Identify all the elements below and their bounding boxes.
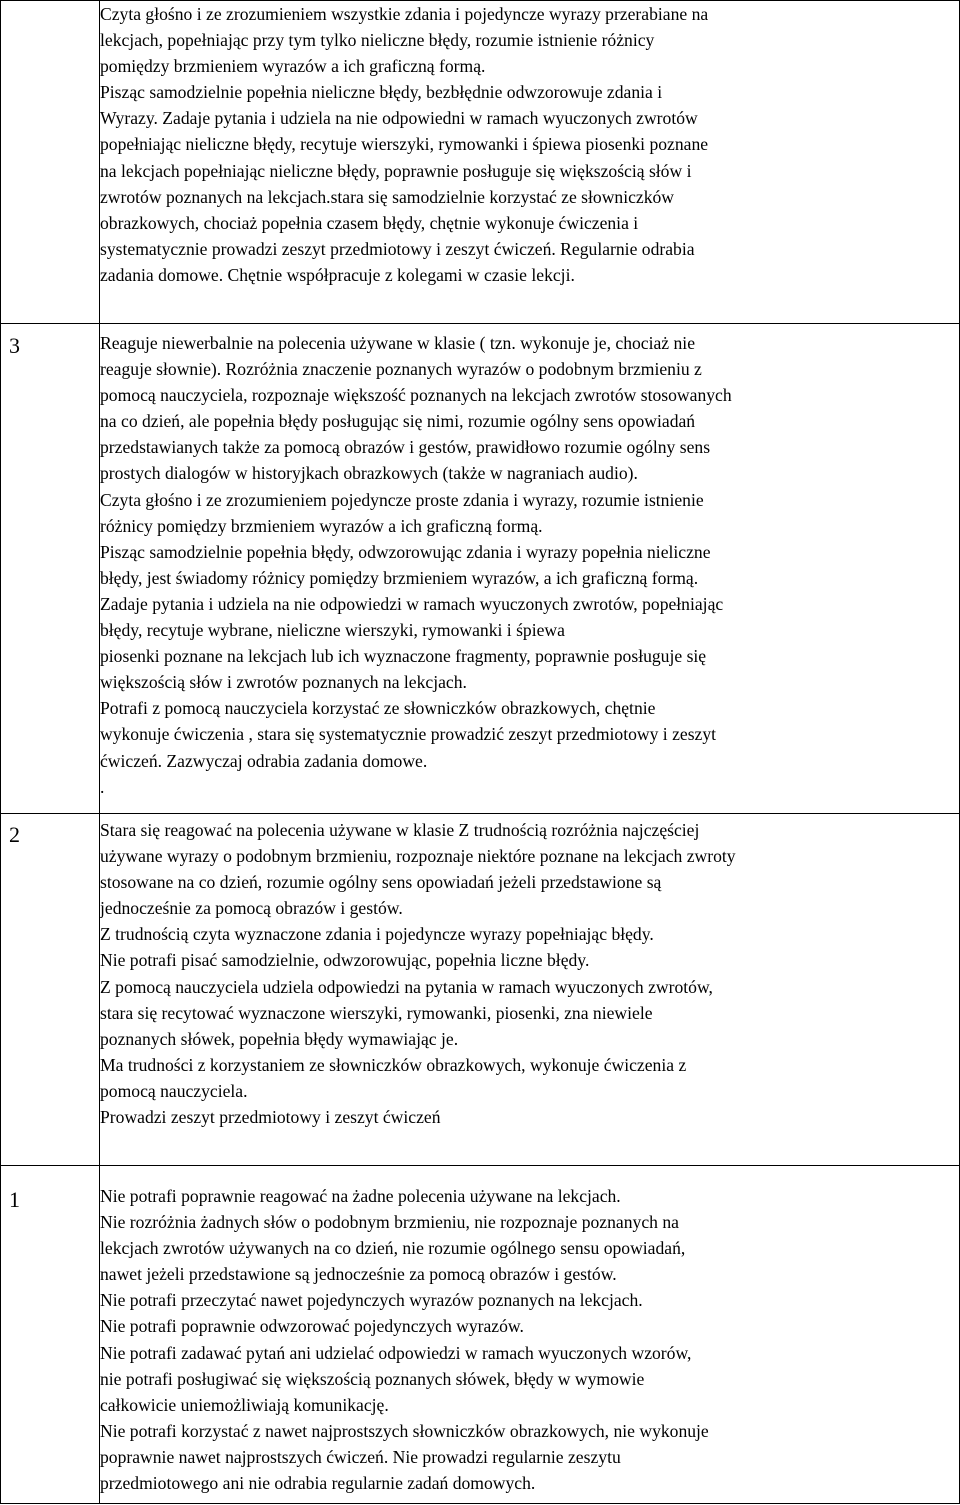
description-line: zadania domowe. Chętnie współpracuje z kolegami w czasie lekcji.: [100, 264, 575, 285]
description-line: błędy, jest świadomy różnicy pomiędzy brzmieniem wyrazów, a ich graficzną formą.: [100, 567, 699, 588]
description-line: Nie potrafi zadawać pytań ani udzielać odpowiedzi w ramach wyuczonych wzorów,: [100, 1342, 692, 1363]
description-line: pomiędzy brzmieniem wyrazów a ich graficzną formą.: [100, 56, 486, 77]
table-body: [1, 1, 960, 1504]
table-row: [1, 814, 960, 1166]
description-line: stosowane na co dzień, rozumie ogólny sens opowiadań jeżeli przedstawione są: [100, 872, 662, 893]
description-line: nawet jeżeli przedstawione są jednocześnie za pomocą obrazów i gestów.: [100, 1264, 617, 1285]
description-cell: [100, 814, 960, 1166]
description-line: obrazkowych, chociaż popełnia czasem błędy, chętnie wykonuje ćwiczenia i: [100, 212, 639, 233]
grade-number: 1: [9, 1187, 20, 1212]
description-line: piosenki poznane na lekcjach lub ich wyznaczone fragmenty, poprawnie posługuje się: [100, 646, 707, 667]
description-line: Z pomocą nauczyciela udziela odpowiedzi na pytania w ramach wyuczonych zwrotów,: [100, 976, 713, 997]
description-line: całkowicie uniemożliwiają komunikację.: [100, 1394, 389, 1415]
description-line: używane wyrazy o podobnym brzmieniu, rozpoznaje niektóre poznane na lekcjach zwroty: [100, 846, 736, 867]
description-line: ćwiczeń. Zazwyczaj odrabia zadania domowe.: [100, 750, 428, 771]
description-line: wykonuje ćwiczenia , stara się systematycznie prowadzić zeszyt przedmiotowy i zeszyt: [100, 724, 717, 745]
grade-number: 2: [9, 822, 20, 847]
description-line: Nie potrafi pisać samodzielnie, odwzorowując, popełnia liczne błędy.: [100, 950, 590, 971]
description-line: zwrotów poznanych na lekcjach.stara się samodzielnie korzystać ze słowniczków: [100, 186, 675, 207]
description-cell: [100, 324, 960, 814]
description-line: .: [100, 776, 105, 797]
description-line: Stara się reagować na polecenia używane w klasie Z trudnością rozróżnia najczęściej: [100, 820, 700, 840]
description-line: Prowadzi zeszyt przedmiotowy i zeszyt ćwiczeń: [100, 1107, 441, 1128]
table-row: [1, 324, 960, 814]
description-line: Czyta głośno i ze zrozumieniem pojedyncze proste zdania i wyrazy, rozumie istnienie: [100, 489, 704, 510]
table-row: [1, 1, 960, 324]
description-line: reaguje słownie). Rozróżnia znaczenie poznanych wyrazów o podobnym brzmieniu z: [100, 359, 702, 380]
grade-cell: [1, 1166, 100, 1504]
description-line: jednocześnie za pomocą obrazów i gestów.: [100, 898, 403, 919]
description-line: przedmiotowego ani nie odrabia regularnie zadań domowych.: [100, 1473, 536, 1494]
description-line: błędy, recytuje wybrane, nieliczne wierszyki, rymowanki i śpiewa: [100, 620, 565, 641]
description-line: prostych dialogów w historyjkach obrazkowych (także w nagraniach audio).: [100, 463, 638, 484]
description-line: Z trudnością czyta wyznaczone zdania i pojedyncze wyrazy popełniając błędy.: [100, 924, 654, 945]
grade-cell: [1, 814, 100, 1166]
description-line: Pisząc samodzielnie popełnia nieliczne błędy, bezbłędnie odwzorowuje zdania i: [100, 82, 663, 103]
description-cell: [100, 1166, 960, 1504]
grade-number: 3: [9, 333, 20, 358]
description-line: przedstawianych także za pomocą obrazów i gestów, prawidłowo rozumie ogólny sens: [100, 437, 711, 458]
description-line: Nie potrafi korzystać z nawet najprostszych słowniczków obrazkowych, nie wykonuje: [100, 1420, 709, 1441]
description-line: stara się recytować wyznaczone wierszyki, rymowanki, piosenki, zna niewiele: [100, 1002, 653, 1023]
description-line: Pisząc samodzielnie popełnia błędy, odwzorowując zdania i wyrazy popełnia nieliczne: [100, 541, 711, 562]
description-line: nie potrafi posługiwać się większością poznanych słówek, błędy w wymowie: [100, 1368, 645, 1389]
description-line: lekcjach, popełniając przy tym tylko nieliczne błędy, rozumie istnienie różnicy: [100, 30, 655, 51]
description-line: pomocą nauczyciela.: [100, 1080, 248, 1101]
grade-cell: [1, 324, 100, 814]
description-line: Nie potrafi poprawnie odwzorować pojedynczych wyrazów.: [100, 1316, 524, 1337]
description-line: pomocą nauczyciela, rozpoznaje większość poznanych na lekcjach zwrotów stosowanych: [100, 385, 732, 406]
description-line: Potrafi z pomocą nauczyciela korzystać ze słowniczków obrazkowych, chętnie: [100, 698, 656, 719]
description-line: Wyrazy. Zadaje pytania i udziela na nie odpowiedni w ramach wyuczonych zwrotów: [100, 108, 698, 129]
description-line: Nie rozróżnia żadnych słów o podobnym brzmieniu, nie rozpoznaje poznanych na: [100, 1212, 679, 1233]
description-line: Reaguje niewerbalnie na polecenia używane w klasie ( tzn. wykonuje je, chociaż nie: [100, 333, 696, 353]
description-line: lekcjach zwrotów używanych na co dzień, nie rozumie ogólnego sensu opowiadań,: [100, 1238, 686, 1259]
description-line: na lekcjach popełniając nieliczne błędy, poprawnie posługuje się większością słów i: [100, 160, 692, 181]
description-line: popełniając nieliczne błędy, recytuje wierszyki, rymowanki i śpiewa piosenki poznane: [100, 134, 709, 155]
description-line: poprawnie nawet najprostszych ćwiczeń. Nie prowadzi regularnie zeszytu: [100, 1446, 621, 1467]
description-line: Nie potrafi przeczytać nawet pojedynczych wyrazów poznanych na lekcjach.: [100, 1290, 643, 1311]
description-line: większością słów i zwrotów poznanych na lekcjach.: [100, 672, 467, 693]
description-line: Czyta głośno i ze zrozumieniem wszystkie zdania i pojedyncze wyrazy przerabiane na: [100, 4, 709, 24]
description-line: Zadaje pytania i udziela na nie odpowiedzi w ramach wyuczonych zwrotów, popełniając: [100, 593, 724, 614]
table-row: [1, 1166, 960, 1504]
description-line: Nie potrafi poprawnie reagować na żadne polecenia używane na lekcjach.: [100, 1186, 621, 1206]
description-line: różnicy pomiędzy brzmieniem wyrazów a ich graficzną formą.: [100, 515, 543, 536]
description-line: poznanych słówek, popełnia błędy wymawiając je.: [100, 1028, 459, 1049]
description-cell: [100, 1, 960, 324]
description-line: na co dzień, ale popełnia błędy posługując się nimi, rozumie ogólny sens opowiadań: [100, 411, 696, 432]
description-line: Ma trudności z korzystaniem ze słowniczków obrazkowych, wykonuje ćwiczenia z: [100, 1054, 687, 1075]
description-line: systematycznie prowadzi zeszyt przedmiotowy i zeszyt ćwiczeń. Regularnie odrabia: [100, 238, 695, 259]
grade-cell: [1, 1, 100, 324]
